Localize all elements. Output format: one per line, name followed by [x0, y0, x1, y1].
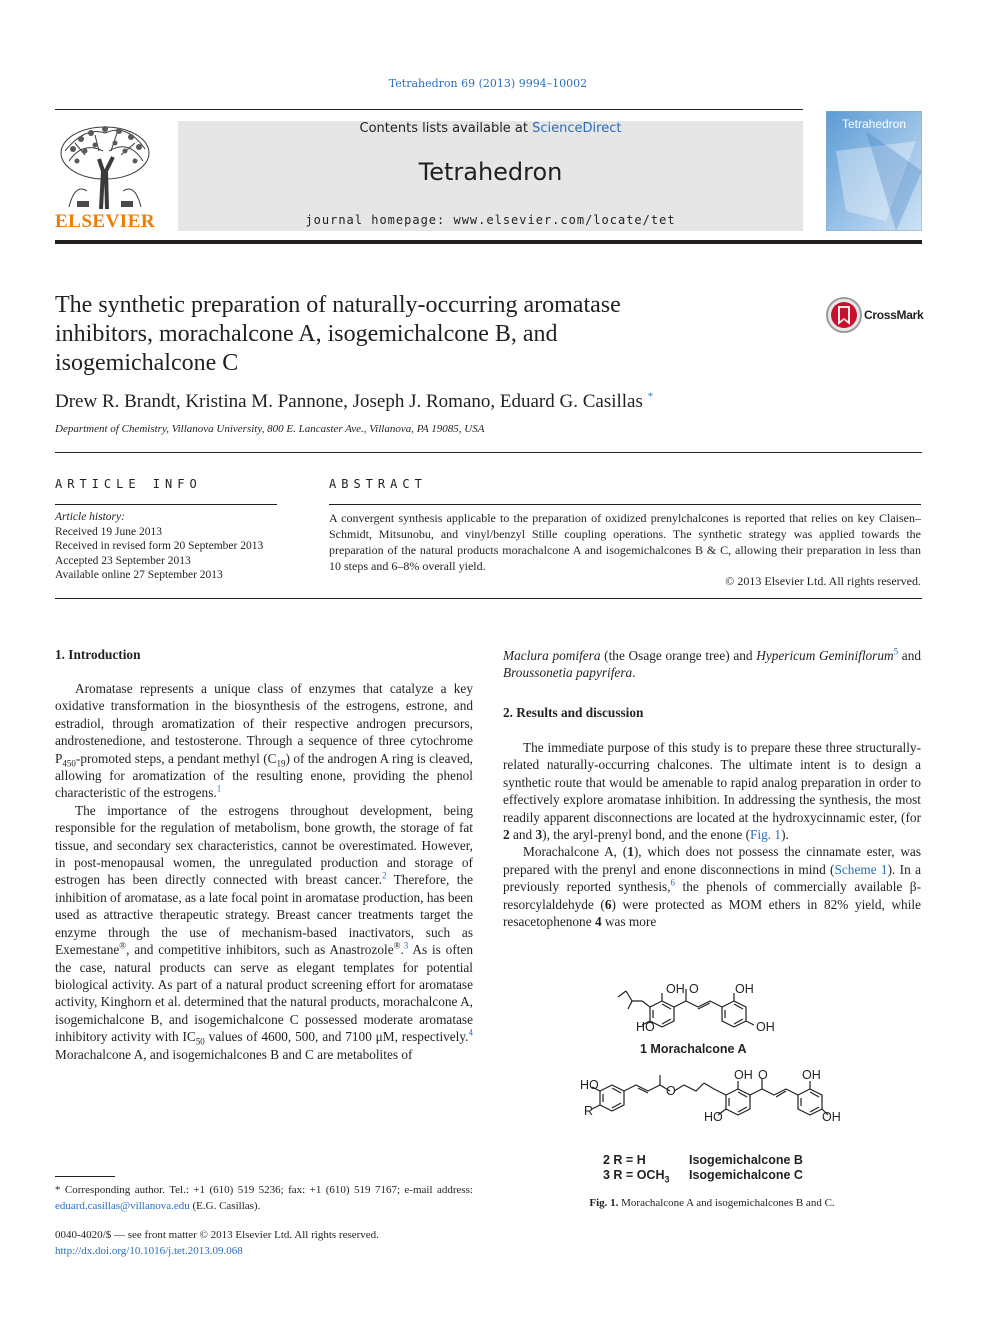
journal-citation[interactable]: Tetrahedron 69 (2013) 9994–10002	[388, 77, 588, 90]
compound-3-r-label	[603, 1168, 670, 1185]
label-ho-2: HO	[580, 1078, 599, 1092]
compound-2-r-label: 2 R = H	[603, 1153, 646, 1167]
intro-continuation	[503, 647, 921, 682]
results-text	[503, 739, 921, 930]
label-oh-3: OH	[756, 1020, 775, 1034]
abstract-rule	[329, 504, 921, 505]
introduction-heading: 1. Introduction	[55, 647, 141, 662]
sciencedirect-link[interactable]: ScienceDirect	[532, 121, 622, 136]
header-top-rule	[55, 109, 803, 110]
label-oh-2: OH	[735, 982, 754, 996]
abstract-heading: ABSTRACT	[329, 477, 427, 491]
corresponding-author-mark[interactable]: *	[647, 390, 654, 403]
abstract-bottom-rule	[55, 598, 922, 599]
figure-1-structures	[570, 975, 870, 1145]
history-online: Available online 27 September 2013	[55, 569, 223, 581]
article-info-heading: ARTICLE INFO	[55, 477, 202, 491]
label-o-2: O	[666, 1084, 676, 1098]
crossmark-icon[interactable]	[825, 296, 863, 334]
label-o-3: O	[758, 1068, 768, 1082]
publisher-name: ELSEVIER	[55, 211, 156, 232]
elsevier-tree-logo-icon	[55, 121, 155, 211]
doi-link[interactable]: http://dx.doi.org/10.1016/j.tet.2013.09.068	[55, 1244, 243, 1257]
label-r: R	[584, 1104, 594, 1118]
contents-prefix: Contents lists available at	[359, 121, 533, 136]
header-bottom-rule	[55, 240, 922, 244]
results-heading: 2. Results and discussion	[503, 705, 644, 720]
label-o-1: O	[689, 982, 699, 996]
abstract-text: A convergent synthesis applicable to the preparation of oxidized prenylchalcones is reported that relies on key Claisen–Schmidt, Mitsunobu, and vinyl/benzyl Stille coupling operations. The synthetic strategy was applied towards the preparation of the natural products morachalcone A and isogemichalcones B & C, allowing their preparation in less than 10 steps and 6–8% overall yield.	[329, 511, 921, 573]
journal-name: Tetrahedron	[418, 158, 563, 186]
abstract-copyright: © 2013 Elsevier Ltd. All rights reserved.	[725, 574, 921, 588]
title-line-2: inhibitors, morachalcone A, isogemichalcone B, and	[55, 321, 558, 347]
label-ho-1: HO	[636, 1020, 655, 1034]
intro-paragraph-2: The importance of the estrogens throughout development, being responsible for the regulation of metabolism, bone growth, the storage of fat tissue, and secondary sex characteristics, cannot be overestimated. However, in post-menopausal women, the unregulated production and storage of estrogen has been directly connected with breast cancer.$^2$ Therefore, the inhibition of aromatase, as a late focal point in aromatase production, has been used as attractive therapeutic strategy. Breast cancer treatments target the enzyme through the use of mechanism-based inactivators, such as Exemestane®, and competitive inhibitors, such as Anastrozole®.$^3$ As is often the case, natural products can serve as elegant templates for potential biological activity. As part of a natural product screening effort for aromatase activity, Kinghorn et al. determined that the natural products, morachalcone A, isogemichalcone B, and isogemichalcone C possessed moderate aromatase inhibitory activity with $IC_{50}$ values of 4600, 500, and 7100 μM, respectively.$^4$ Morachalcone A, and isogemichalcones B and C are metabolites of	[55, 802, 473, 1062]
intro-continuation-paragraph: Maclura pomifera (the Osage orange tree) and Hypericum Geminiflorum$^5$ and Broussonetia papyrifera.	[503, 646, 921, 681]
compound-3-name: Isogemichalcone C	[689, 1168, 803, 1182]
label-oh-5: OH	[802, 1068, 821, 1082]
title-bottom-rule	[55, 452, 922, 453]
compound-2-name: Isogemichalcone B	[689, 1153, 803, 1167]
footnote-prefix: * Corresponding author. Tel.: +1 (610) 519 5236; fax: +1 (610) 519 7167; e-mail address:	[55, 1184, 473, 1196]
history-received: Received 19 June 2013	[55, 525, 162, 538]
author-email-link[interactable]: eduard.casillas@villanova.edu	[55, 1199, 190, 1212]
footnote-suffix: (E.G. Casillas).	[189, 1199, 261, 1212]
results-paragraph-1: The immediate purpose of this study is to prepare these three structurally-related naturally-occurring chalcones. The ultimate intent is to design a synthetic route that would be amenable to rapid analog preparation in order to effectively explore aromatase inhibition. In addressing the synthesis, the most readily apparent disconnections are located at the hydroxycinnamic ester, (for 2 and 3), the aryl-prenyl bond, and the enone (Fig. 1).	[503, 740, 921, 843]
journal-homepage[interactable]: journal homepage: www.elsevier.com/locate/tet	[305, 213, 676, 227]
article-history	[55, 510, 263, 583]
intro-paragraph-1: Aromatase represents a unique class of enzymes that catalyze a key oxidative transformation in the biosynthesis of the estrogens, estrone, and estradiol, through aromatization of their respective androgen precursors, androstenedione, and testosterone. Through a sequence of three cytochrome $P_{450}$-promoted steps, a pendant methyl $(C_{19})$ of the androgen A ring is cleaved, allowing for aromatization of the resulting enone, providing the phenol characteristic of the estrogens.$^1$	[55, 681, 473, 801]
title-line-1: The synthetic preparation of naturally-occurring aromatase	[55, 292, 621, 318]
caption-text: Morachalcone A and isogemichalcones B and C.	[618, 1197, 835, 1209]
crossmark-label[interactable]: CrossMark	[864, 308, 924, 322]
compound-3-r-text: 3 R = OCH	[603, 1168, 665, 1182]
issn-block	[55, 1228, 473, 1259]
history-accepted: Accepted 23 September 2013	[55, 554, 191, 567]
history-revised: Received in revised form 20 September 2013	[55, 540, 264, 552]
compound-3-subscript: 3	[664, 1174, 670, 1185]
affiliation: Department of Chemistry, Villanova University, 800 E. Lancaster Ave., Villanova, PA 19085, USA	[55, 423, 485, 435]
title-line-3: isogemichalcone C	[55, 350, 239, 376]
authors-text: Drew R. Brandt, Kristina M. Pannone, Joseph J. Romano, Eduard G. Casillas	[55, 391, 643, 412]
corresponding-author-footnote	[55, 1183, 473, 1214]
contents-availability	[178, 121, 803, 136]
history-label: Article history:	[55, 511, 125, 523]
article-title	[55, 291, 755, 378]
issn-line: 0040-4020/$ — see front matter © 2013 Elsevier Ltd. All rights reserved.	[55, 1229, 379, 1241]
caption-label: Fig. 1.	[589, 1197, 619, 1209]
label-oh-1: OH	[666, 982, 685, 996]
author-list	[55, 391, 653, 413]
introduction-text	[55, 680, 473, 1063]
cover-title: Tetrahedron	[841, 117, 907, 131]
article-info-rule	[55, 504, 277, 505]
figure-1-caption	[503, 1197, 921, 1209]
compound-1-label: 1 Morachalcone A	[640, 1042, 747, 1056]
label-oh-4: OH	[734, 1068, 753, 1082]
label-ho-3: HO	[704, 1110, 723, 1124]
results-paragraph-2: Morachalcone A, (1), which does not possess the cinnamate ester, was prepared with the prenyl and enone disconnections in mind (Scheme 1). In a previously reported synthesis,$^6$ the phenols of commercially available β-resorcylaldehyde (6) were protected as MOM ethers in 82% yield, while resacetophenone 4 was more	[503, 844, 922, 930]
label-oh-6: OH	[822, 1110, 841, 1124]
footnote-rule	[55, 1176, 115, 1177]
